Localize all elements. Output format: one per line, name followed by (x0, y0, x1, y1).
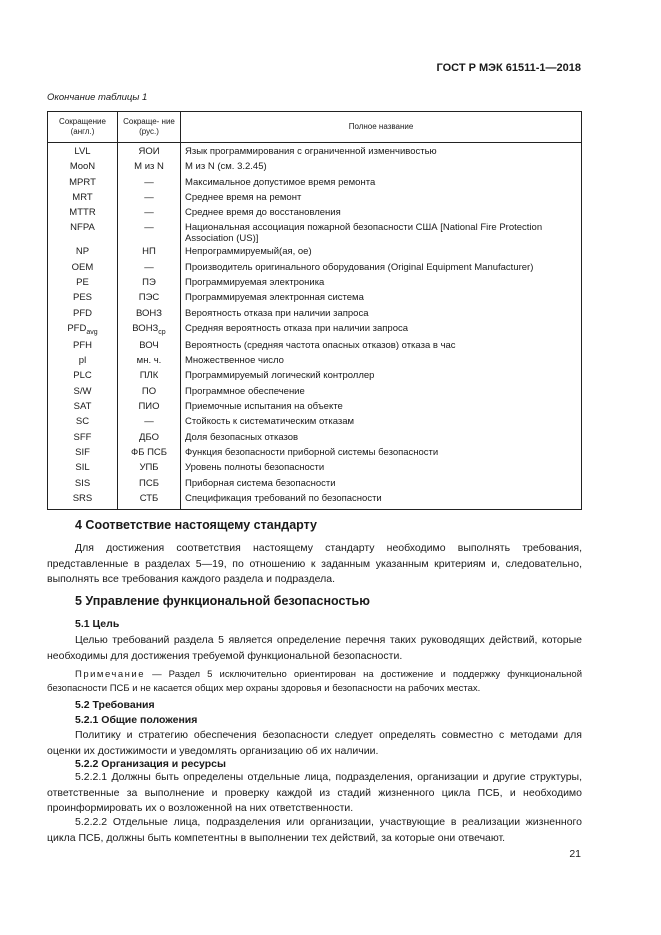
section-4-text: Для достижения соответствия настоящему стандарту необходимо выполнять требования, представленные в разделах 5—19, по отношению к заданным указанным критериям и, следовательно, выполнять все требования каждого раздела и подраздела. (47, 542, 582, 585)
abbr-en-cell: PE (48, 276, 118, 291)
full-name-cell: Национальная ассоциация пожарной безопасности США [National Fire Protection Association (US)] (181, 221, 582, 245)
full-name-cell: Среднее время до восстановления (181, 206, 582, 221)
abbr-ru-cell: ФБ ПСБ (118, 446, 181, 461)
abbr-ru-cell: ПСБ (118, 477, 181, 492)
abbr-ru-cell: — (118, 261, 181, 276)
abbr-en-cell: $PFD_{avg}$ (48, 322, 118, 339)
table-row (48, 160, 582, 175)
table-row (48, 261, 582, 276)
col-abbr-en-header: Сокращение (англ.) (48, 112, 118, 143)
table-row (48, 143, 582, 161)
abbr-ru-cell: ЯОИ (118, 143, 181, 161)
abbr-en-cell: MRT (48, 191, 118, 206)
abbr-ru-cell: ВОЧ (118, 339, 181, 354)
full-name-cell: Язык программирования с ограниченной изменчивостью (181, 143, 582, 161)
section-5-2-1-text: Политику и стратегию обеспечения безопасности следует определять совместно с методами для оценки их достижимости и уведомлять организацию об их наличии. (47, 729, 582, 757)
abbr-en-cell: PFH (48, 339, 118, 354)
table-header-row (48, 112, 582, 143)
abbr-en-cell: SRS (48, 492, 118, 510)
full-name-cell: Вероятность (средняя частота опасных отказов) отказа в час (181, 339, 582, 354)
table-row (48, 276, 582, 291)
abbr-ru-cell: — (118, 415, 181, 430)
abbr-ru-cell: ДБО (118, 431, 181, 446)
col-abbr-ru-header: Сокраще- ние (рус.) (118, 112, 181, 143)
table-row (48, 206, 582, 221)
table-body (48, 143, 582, 510)
abbr-en-cell: SAT (48, 400, 118, 415)
table-row (48, 369, 582, 384)
abbr-en-cell: pl (48, 354, 118, 369)
abbr-ru-cell: ПО (118, 385, 181, 400)
section-5-2-title: 5.2 Требования (75, 699, 155, 711)
col-full-name-header: Полное название (181, 112, 582, 143)
table-row (48, 176, 582, 191)
table-row (48, 354, 582, 369)
full-name-cell: Программное обеспечение (181, 385, 582, 400)
section-5-2-2-1-text: 5.2.2.1 Должны быть определены отдельные лица, подразделения, организации и другие структуры, ответственные за выполнение и проверку каждой из стадий жизненного цикла ПСБ, и необходимо проинформировать их о возложенной на них ответственности. (47, 771, 582, 814)
abbr-en-cell: S/W (48, 385, 118, 400)
table-row (48, 415, 582, 430)
table-row (48, 191, 582, 206)
table-row (48, 245, 582, 260)
table-row (48, 385, 582, 400)
abbr-ru-cell: — (118, 176, 181, 191)
abbr-en-cell: NP (48, 245, 118, 260)
table-row (48, 291, 582, 306)
full-name-cell: Приборная система безопасности (181, 477, 582, 492)
abbr-ru-cell: ПИО (118, 400, 181, 415)
full-name-cell: M из N (см. 3.2.45) (181, 160, 582, 175)
full-name-cell: Программируемый логический контроллер (181, 369, 582, 384)
abbr-ru-cell: ПЭС (118, 291, 181, 306)
table-row (48, 492, 582, 510)
note-text: — Раздел 5 исключительно ориентирован на достижение и поддержку функциональной безопасности ПСБ и не касается общих мер охраны здоровья и безопасности на рабочих местах. (47, 669, 582, 694)
abbr-en-cell: PLC (48, 369, 118, 384)
abbr-en-cell: MPRT (48, 176, 118, 191)
section-5-1-title: 5.1 Цель (75, 618, 120, 630)
full-name-cell: Приемочные испытания на объекте (181, 400, 582, 415)
note-label: Примечание (75, 669, 145, 680)
table-row (48, 339, 582, 354)
table-row (48, 461, 582, 476)
section-5-title: 5 Управление функциональной безопасностью (75, 594, 370, 608)
abbr-ru-cell: — (118, 191, 181, 206)
section-5-2-2-title: 5.2.2 Организация и ресурсы (75, 758, 226, 770)
full-name-cell: Средняя вероятность отказа при наличии запроса (181, 322, 582, 339)
section-5-2-2-2-text: 5.2.2.2 Отдельные лица, подразделения или организации, участвующие в реализации жизненного цикла ПСБ, должны быть компетентны в выполнении тех действий, за которые они отвечают. (47, 816, 582, 844)
abbr-ru-cell: ПЛК (118, 369, 181, 384)
table-row (48, 431, 582, 446)
full-name-cell: Функция безопасности приборной системы безопасности (181, 446, 582, 461)
abbr-ru-cell: ВОНЗ (118, 307, 181, 322)
abbr-ru-cell: УПБ (118, 461, 181, 476)
abbr-en-cell: LVL (48, 143, 118, 161)
full-name-cell: Доля безопасных отказов (181, 431, 582, 446)
abbreviations-table (47, 111, 582, 510)
full-name-cell: Вероятность отказа при наличии запроса (181, 307, 582, 322)
abbr-en-cell: MooN (48, 160, 118, 175)
full-name-cell: Программируемая электронная система (181, 291, 582, 306)
abbr-ru-cell: НП (118, 245, 181, 260)
abbr-ru-cell: мн. ч. (118, 354, 181, 369)
abbr-en-cell: SIL (48, 461, 118, 476)
table-caption: Окончание таблицы 1 (47, 92, 148, 103)
abbr-en-cell: PFD (48, 307, 118, 322)
full-name-cell: Множественное число (181, 354, 582, 369)
abbr-ru-cell: ПЭ (118, 276, 181, 291)
abbr-ru-cell: СТБ (118, 492, 181, 510)
abbr-en-cell: OEM (48, 261, 118, 276)
full-name-cell: Уровень полноты безопасности (181, 461, 582, 476)
full-name-cell: Максимальное допустимое время ремонта (181, 176, 582, 191)
page-number: 21 (569, 848, 581, 860)
section-5-1-text: Целью требований раздела 5 является определение перечня таких руководящих действий, которые необходимы для достижения требуемой функциональной безопасности. (47, 634, 582, 662)
full-name-cell: Непрограммируемый(ая, ое) (181, 245, 582, 260)
abbr-en-cell: SIS (48, 477, 118, 492)
full-name-cell: Программируемая электроника (181, 276, 582, 291)
table-row (48, 446, 582, 461)
table-row (48, 307, 582, 322)
section-4-title: 4 Соответствие настоящему стандарту (75, 518, 317, 532)
abbr-en-cell: SC (48, 415, 118, 430)
table-row (48, 477, 582, 492)
document-header: ГОСТ Р МЭК 61511-1—2018 (436, 62, 581, 74)
full-name-cell: Среднее время на ремонт (181, 191, 582, 206)
section-5-2-1-title: 5.2.1 Общие положения (75, 714, 198, 726)
full-name-cell: Производитель оригинального оборудования (Original Equipment Manufacturer) (181, 261, 582, 276)
full-name-cell: Стойкость к систематическим отказам (181, 415, 582, 430)
abbr-en-cell: MTTR (48, 206, 118, 221)
abbr-en-cell: SIF (48, 446, 118, 461)
abbr-en-cell: NFPA (48, 221, 118, 245)
abbr-ru-cell: — (118, 206, 181, 221)
table-row (48, 400, 582, 415)
full-name-cell: Спецификация требований по безопасности (181, 492, 582, 510)
table-row (48, 221, 582, 245)
abbr-en-cell: SFF (48, 431, 118, 446)
table-row (48, 322, 582, 339)
abbr-ru-cell: — (118, 221, 181, 245)
note-paragraph (47, 668, 582, 696)
abbr-ru-cell: M из N (118, 160, 181, 175)
abbr-ru-cell: $ВОНЗ_{ср}$ (118, 322, 181, 339)
abbr-en-cell: PES (48, 291, 118, 306)
